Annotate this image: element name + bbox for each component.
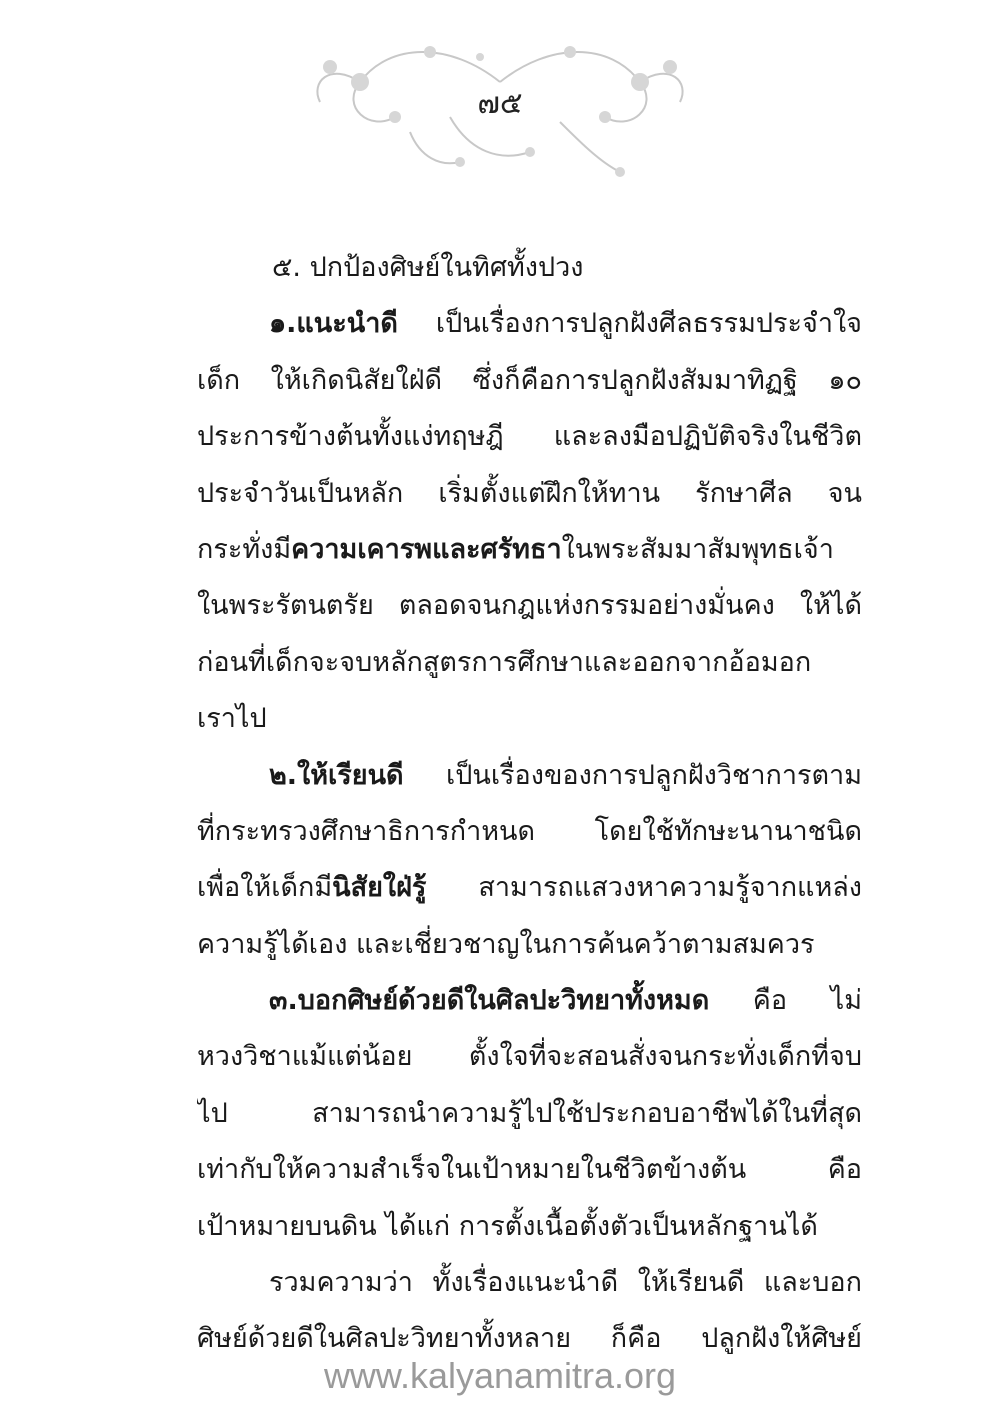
body-text xyxy=(197,240,862,1368)
text-segment: กระทั่งมี xyxy=(197,533,292,565)
text-line xyxy=(197,1199,862,1255)
text-segment: ที่กระทรวงศึกษาธิการกำหนด โดยใช้ทักษะนานาชนิด xyxy=(197,815,862,847)
text-line xyxy=(197,522,862,578)
text-segment: เป้าหมายบนดิน ได้แก่ การตั้งเนื้อตั้งตัวเป็นหลักฐานได้ xyxy=(197,1210,818,1242)
text-segment: ในพระรัตนตรัย ตลอดจนกฎแห่งกรรมอย่างมั่นคง ให้ได้ xyxy=(197,590,862,622)
heading-term: ๓.บอกศิษย์ด้วยดีในศิลปะวิทยาทั้งหมด xyxy=(269,985,710,1017)
text-line xyxy=(197,240,862,296)
text-segment: ก่อนที่เด็กจะจบหลักสูตรการศึกษาและออกจากอ้อมอก xyxy=(197,646,812,678)
text-segment: เท่ากับให้ความสำเร็จในเป้าหมายในชีวิตข้างต้น คือ xyxy=(197,1154,862,1186)
text-line xyxy=(197,578,862,634)
text-segment: เป็นเรื่องของการปลูกฝังวิชาการตาม xyxy=(403,759,862,791)
heading-term: ๒.ให้เรียนดี xyxy=(269,759,404,791)
text-line xyxy=(197,1086,862,1142)
text-line xyxy=(197,353,862,409)
text-segment: คือ ไม่ xyxy=(709,985,862,1017)
text-line xyxy=(197,973,862,1029)
page-number: ๗๕ xyxy=(477,86,523,121)
text-segment: หวงวิชาแม้แต่น้อย ตั้งใจที่จะสอนสั่งจนกระทั่งเด็กที่จบ xyxy=(197,1041,862,1073)
text-line xyxy=(197,1142,862,1198)
text-segment: รวมความว่า ทั้งเรื่องแนะนำดี ให้เรียนดี และบอก xyxy=(269,1267,862,1299)
text-line xyxy=(197,691,862,747)
text-segment: ความรู้ได้เอง และเชี่ยวชาญในการค้นคว้าตามสมควร xyxy=(197,928,815,960)
text-line xyxy=(197,1029,862,1085)
footer-website-url: www.kalyanamitra.org xyxy=(323,1355,677,1396)
text-segment: สามารถแสวงหาความรู้จากแหล่ง xyxy=(426,872,862,904)
emphasis-term: ความเคารพและศรัทธา xyxy=(291,533,562,565)
text-line xyxy=(197,860,862,916)
text-line xyxy=(197,1255,862,1311)
text-segment: ศิษย์ด้วยดีในศิลปะวิทยาทั้งหลาย ก็คือ ปลูกฝังให้ศิษย์ xyxy=(197,1323,862,1355)
text-segment: เราไป xyxy=(197,703,267,735)
text-segment: ๕. ปกป้องศิษย์ในทิศทั้งปวง xyxy=(272,252,584,283)
text-line xyxy=(197,748,862,804)
text-line xyxy=(197,917,862,973)
text-line xyxy=(197,804,862,860)
text-segment: เพื่อให้เด็กมี xyxy=(197,872,333,904)
text-segment: เป็นเรื่องการปลูกฝังศีลธรรมประจำใจ xyxy=(397,308,862,340)
text-line xyxy=(197,409,862,465)
text-line xyxy=(197,466,862,522)
emphasis-term: นิสัยใฝ่รู้ xyxy=(332,872,427,904)
text-segment: ไป สามารถนำความรู้ไปใช้ประกอบอาชีพได้ในที่สุด xyxy=(197,1097,862,1129)
text-segment: ในพระสัมมาสัมพุทธเจ้า xyxy=(561,533,834,565)
text-line xyxy=(197,635,862,691)
text-line xyxy=(197,296,862,352)
text-segment: ประการข้างต้นทั้งแง่ทฤษฎี และลงมือปฏิบัติจริงในชีวิต xyxy=(197,421,862,453)
heading-term: ๑.แนะนำดี xyxy=(269,308,398,340)
text-segment: ประจำวันเป็นหลัก เริ่มตั้งแต่ฝึกให้ทาน รักษาศีล จน xyxy=(197,477,862,509)
text-segment: เด็ก ให้เกิดนิสัยใฝ่ดี ซึ่งก็คือการปลูกฝังสัมมาทิฏฐิ ๑๐ xyxy=(197,364,862,396)
